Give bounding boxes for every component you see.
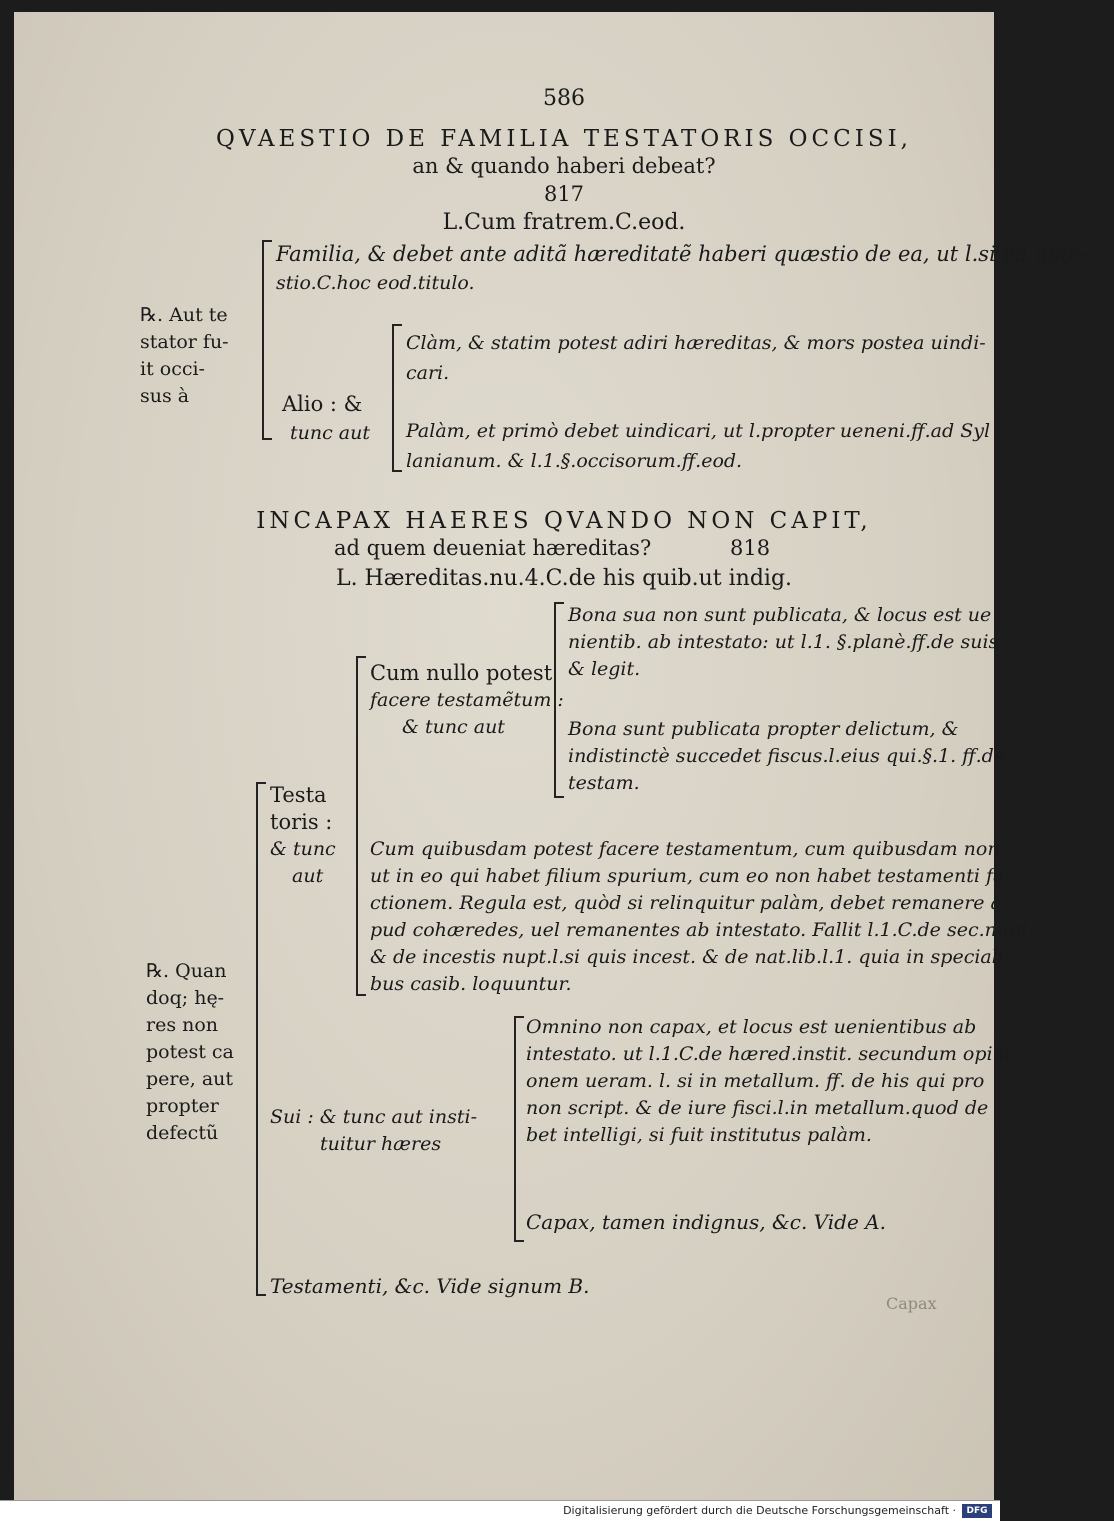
- catchword: Capax: [886, 1294, 937, 1313]
- section1-main-bracket-top: [262, 240, 272, 242]
- section1-law-reference: L.Cum fratrem.C.eod.: [442, 210, 686, 235]
- cum-nullo-bracket-top: [554, 602, 564, 604]
- section1-main-bracket-bottom: [262, 438, 272, 440]
- section1-sub-bracket-bottom: [392, 470, 402, 472]
- branch-familia-line1: Familia, & debet ante aditã hæreditatẽ haberi quæstio de ea, ut l.si ea quæ-: [276, 242, 1088, 266]
- section2-side-label: ℞. Quan doq; hę- res non potest ca pere, aut propter defectũ: [146, 960, 234, 1144]
- testamenti-line: Testamenti, &c. Vide signum B.: [270, 1274, 590, 1298]
- omnino-paragraph: Omnino non capax, et locus est uenientibus ab intestato. ut l.1.C.de hæred.instit. secundum opini onem ueram. l. si in metallum. ff. de his qui pro non script. & de iure fisci.l.in metallum.quod de bet intelligi, si fuit institutus palàm.: [526, 1016, 1011, 1146]
- section2-law-reference: L. Hæreditas.nu.4.C.de his quib.ut indig.: [335, 566, 793, 591]
- page-number: 586: [543, 86, 585, 111]
- branch-familia-line2: stio.C.hoc eod.titulo.: [276, 272, 475, 294]
- palam-line1: Palàm, et primò debet uindicari, ut l.propter ueneni.ff.ad Syl: [406, 420, 991, 442]
- section2-main-bracket-bottom: [256, 1294, 266, 1296]
- clam-line1: Clàm, & statim potest adiri hæreditas, & mors postea uindi-: [406, 332, 986, 354]
- bona-publicata: Bona sunt publicata propter delictum, & indistinctè succedet fiscus.l.eius qui.§.1. ff.de testam.: [568, 718, 1006, 794]
- branch-alio-tunc: tunc aut: [290, 422, 370, 444]
- cum-nullo-bracket-bottom: [554, 796, 564, 798]
- section1-side-label: ℞. Aut te stator fu- it occi- sus à: [140, 304, 229, 407]
- testatoris-bracket: [356, 656, 358, 996]
- footer-credit: Digitalisierung gefördert durch die Deutsche Forschungsgemeinschaft ·: [563, 1504, 956, 1517]
- section2-main-bracket: [256, 782, 258, 1296]
- clam-line2: cari.: [406, 362, 450, 384]
- testatoris-bracket-bottom: [356, 994, 366, 996]
- digitization-footer: [0, 1500, 1000, 1521]
- cum-quibusdam-paragraph: Cum quibusdam potest facere testamentum, cum quibusdam non. ut in eo qui habet filium spurium, cum eo non habet testamenti fa- ctionem. Regula est, quòd si relinquitur palàm, debet remanere a- pud cohæredes, uel remanentes ab intestato. Fallit l.1.C.de sec.nupt. & de incestis nupt.l.si quis incest. & de nat.lib.l.1. quia in speciali- bus casib. loquuntur.: [370, 838, 1035, 995]
- section2-main-bracket-top: [256, 782, 266, 784]
- section2-title: INCAPAX HAERES QVANDO NON CAPIT,: [256, 508, 872, 534]
- section2-number: 818: [730, 536, 771, 560]
- section1-number: 817: [543, 182, 585, 206]
- section1-main-bracket: [262, 240, 264, 440]
- section1-sub-bracket-top: [392, 324, 402, 326]
- dfg-logo-icon: DFG: [962, 1504, 992, 1518]
- palam-line2: lanianum. & l.1.§.occisorum.ff.eod.: [406, 450, 743, 472]
- sui-bracket-top: [514, 1016, 524, 1018]
- cum-nullo-label: Cum nullo potest facere testamẽtum : & tunc aut: [370, 661, 564, 738]
- testatoris-bracket-top: [356, 656, 366, 658]
- section1-subtitle: an & quando haberi debeat?: [412, 154, 716, 178]
- scanned-page: [14, 12, 1088, 1500]
- section2-subtitle: ad quem deueniat hæreditas?: [334, 536, 652, 560]
- sui-bracket-bottom: [514, 1240, 524, 1242]
- sui-label: Sui : & tunc aut insti- tuitur hæres: [270, 1106, 477, 1155]
- section1-sub-bracket: [392, 324, 394, 472]
- capax-line: Capax, tamen indignus, &c. Vide A.: [526, 1210, 886, 1234]
- bona-non-publicata: Bona sua non sunt publicata, & locus est ue nientib. ab intestato: ut l.1. §.planè.ff.de suis & legit.: [568, 604, 999, 680]
- testatoris-label: Testa toris : & tunc aut: [270, 783, 336, 887]
- branch-alio: Alio : &: [282, 392, 363, 416]
- sui-bracket: [514, 1016, 516, 1242]
- section1-title: QVAESTIO DE FAMILIA TESTATORIS OCCISI,: [216, 126, 912, 152]
